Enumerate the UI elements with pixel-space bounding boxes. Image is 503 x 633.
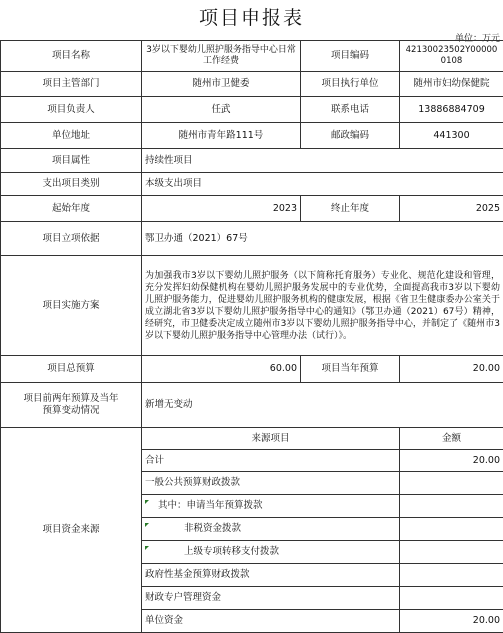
funding-source: 合计	[142, 450, 400, 472]
funding-amount	[400, 587, 503, 610]
postcode-label: 邮政编码	[301, 123, 400, 149]
basis-value: 鄂卫办通（2021）67号	[142, 222, 503, 256]
funding-amount	[400, 518, 503, 541]
address-label: 单位地址	[1, 123, 142, 149]
year-budget-value: 20.00	[400, 356, 503, 383]
funding-amount: 20.00	[400, 610, 503, 633]
funding-amount	[400, 541, 503, 564]
funding-amount	[400, 472, 503, 495]
supervisor-value: 随州市卫健委	[142, 72, 301, 97]
funding-source: 政府性基金预算财政拨款	[142, 564, 400, 587]
year-budget-label: 项目当年预算	[301, 356, 400, 383]
project-code-value: 42130023502Y000000108	[400, 41, 503, 72]
funding-source: 上级专项转移支付拨款	[150, 546, 279, 557]
funding-source: 一般公共预算财政拨款	[142, 472, 400, 495]
plan-value: 为加强我市3岁以下婴幼儿照护服务（以下简称托育服务）专业化、规范化建设和管理，充分发挥妇幼保健机构在婴幼儿照护服务发展中的专业优势，全面提高我市3岁以下婴幼儿照护服务能力，促进婴幼儿照护服务机构的健康发展，根据《省卫生健康委办公室关于成立湖北省3岁以下婴幼儿照护服务指导中心的通知》（鄂卫办通（2021）67号）精神，经研究，市卫健委决定成立随州市3岁以下婴幼儿照护服务指导中心，并制定了《随州市3岁以下婴幼儿照护服务指导中心管理办法（试行）》。	[142, 256, 503, 356]
address-value: 随州市青年路111号	[142, 123, 301, 149]
leader-label: 项目负责人	[1, 97, 142, 123]
change-value: 新增无变动	[142, 383, 503, 428]
row-funding-header	[1, 428, 503, 450]
start-year-value: 2023	[142, 196, 301, 222]
start-year-label: 起始年度	[1, 196, 142, 222]
row-years	[1, 196, 503, 222]
row-change	[1, 383, 503, 428]
project-form-table	[0, 40, 503, 633]
amount-header: 金额	[400, 428, 503, 450]
row-plan	[1, 256, 503, 356]
project-code-label: 项目编码	[301, 41, 400, 72]
row-budget	[1, 356, 503, 383]
cell-marker-icon	[145, 546, 149, 550]
row-address	[1, 123, 503, 149]
project-name-value: 3岁以下婴幼儿照护服务指导中心日常工作经费	[142, 41, 301, 72]
attribute-label: 项目属性	[1, 149, 142, 173]
unit-label: 单位：万元	[455, 31, 500, 44]
postcode-value: 441300	[400, 123, 503, 149]
row-leader	[1, 97, 503, 123]
funding-amount: 20.00	[400, 450, 503, 472]
leader-value: 任武	[142, 97, 301, 123]
executor-label: 项目执行单位	[301, 72, 400, 97]
phone-label: 联系电话	[301, 97, 400, 123]
source-header: 来源项目	[142, 428, 400, 450]
end-year-label: 终止年度	[301, 196, 400, 222]
row-project-name	[1, 41, 503, 72]
funding-amount	[400, 495, 503, 518]
total-budget-label: 项目总预算	[1, 356, 142, 383]
supervisor-label: 项目主管部门	[1, 72, 142, 97]
basis-label: 项目立项依据	[1, 222, 142, 256]
page-title: 项目申报表	[0, 3, 503, 30]
plan-label: 项目实施方案	[1, 256, 142, 356]
funding-amount	[400, 564, 503, 587]
total-budget-value: 60.00	[142, 356, 301, 383]
row-category	[1, 173, 503, 196]
phone-value: 13886884709	[400, 97, 503, 123]
funding-source: 单位资金	[142, 610, 400, 633]
funding-source: 其中：申请当年预算拨款	[150, 500, 263, 511]
category-label: 支出项目类别	[1, 173, 142, 196]
change-label: 项目前两年预算及当年预算变动情况	[1, 383, 142, 428]
cell-marker-icon	[145, 523, 149, 527]
funding-source: 财政专户管理资金	[142, 587, 400, 610]
funding-label: 项目资金来源	[1, 428, 142, 633]
end-year-value: 2025	[400, 196, 503, 222]
cell-marker-icon	[145, 500, 149, 504]
row-basis	[1, 222, 503, 256]
row-departments	[1, 72, 503, 97]
row-attribute	[1, 149, 503, 173]
attribute-value: 持续性项目	[142, 149, 503, 173]
executor-value: 随州市妇幼保健院	[400, 72, 503, 97]
category-value: 本级支出项目	[142, 173, 503, 196]
project-name-label: 项目名称	[1, 41, 142, 72]
funding-source: 非税资金拨款	[150, 523, 241, 534]
